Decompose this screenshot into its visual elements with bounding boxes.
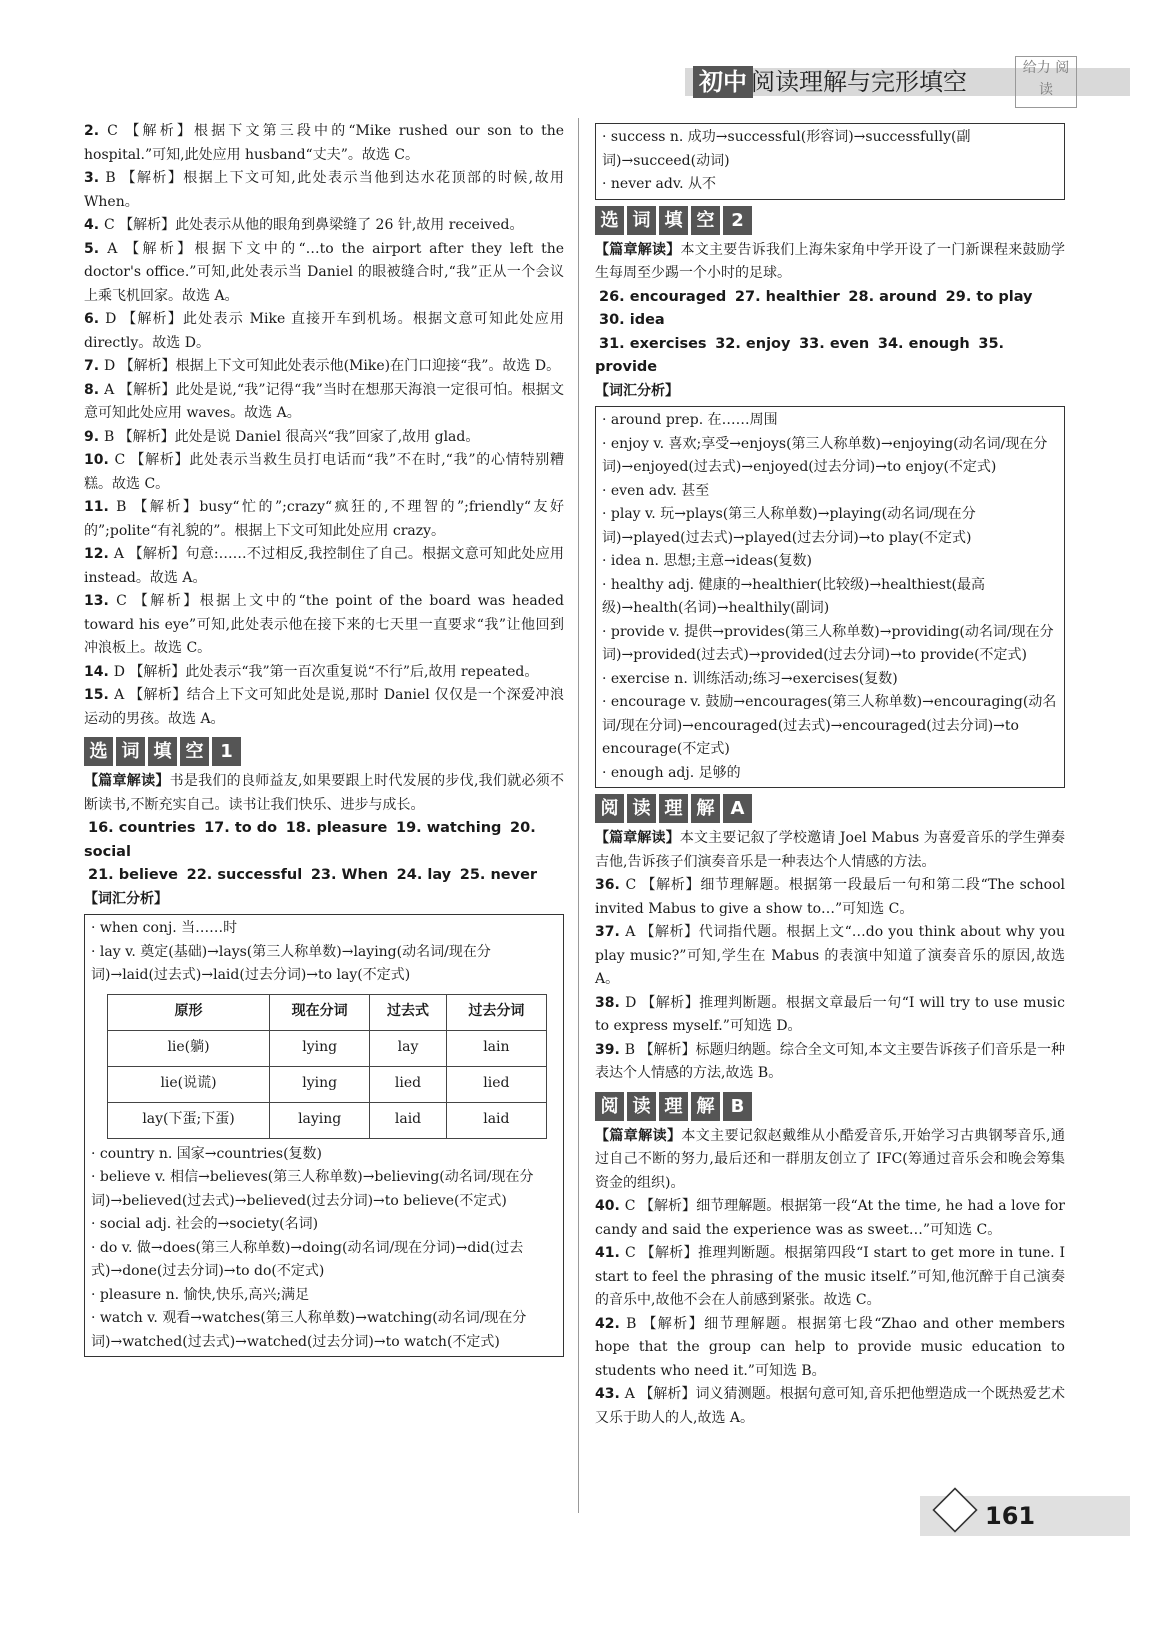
answer-text: D 【解析】推理判断题。根据文章最后一句“I will try to use music to express myself.”可知选 D。: [595, 994, 1065, 1034]
answer-item: [84, 426, 564, 450]
fill-answer: 28. around: [848, 288, 938, 305]
answer-item: [84, 379, 564, 426]
fill-answer: 26. encouraged: [599, 288, 727, 305]
table-header: 现在分词: [270, 994, 370, 1030]
verb-table: [107, 994, 547, 1139]
vocab-entry: · enjoy v. 喜欢;享受→enjoys(第三人称单数)→enjoying(动名词/现在分词)→enjoyed(过去式)→enjoyed(过去分词)→to enjoy(不定式): [602, 435, 1048, 475]
vocab-entry: · success n. 成功→successful(形容词)→successfully(副词)→succeed(动词): [602, 129, 971, 169]
section-char: A: [723, 794, 752, 823]
section-char: 填: [659, 206, 688, 235]
answer-item: [84, 661, 564, 685]
answer-text: C 【解析】推理判断题。根据第四段“I start to get more in tune. I start to feel the phrasing of the music itself.”可知,他沉醉于自己演奏的音乐中,故他不会在人前感到紧张。故选 C。: [595, 1245, 1065, 1308]
answer-item: [595, 992, 1065, 1039]
fill-answer: 31. exercises: [599, 335, 707, 352]
summary-a: [595, 827, 1065, 874]
answer-item: [595, 921, 1065, 992]
vocab-entry: · lay v. 奠定(基础)→lays(第三人称单数)→laying(动名词/现在分词)→laid(过去式)→laid(过去分词)→to lay(不定式): [91, 943, 491, 983]
answer-text: C 【解析】根据上文中的“the point of the board was headed toward his eye”可知,此处表示他在接下来的七天里一直要求“我”让他回到冲浪板上。故选 C。: [84, 593, 564, 656]
vocab-entry: · country n. 国家→countries(复数): [91, 1145, 323, 1162]
fill-answer: 20. social: [84, 820, 536, 860]
fill-answer: 16. countries: [88, 820, 196, 836]
answer-item: [84, 449, 564, 496]
vocab-entry: · healthy adj. 健康的→healthier(比较级)→healthiest(最高级)→health(名词)→healthily(副词): [602, 576, 985, 616]
right-column: [595, 120, 1065, 1430]
fill-answer: 23. When: [310, 867, 389, 883]
answer-number: 2.: [84, 123, 108, 139]
answer-item: [84, 684, 564, 731]
table-cell: laying: [270, 1102, 370, 1138]
column-divider: [578, 118, 579, 1513]
answer-text: B 【解析】此处是说 Daniel 很高兴“我”回家了,故用 glad。: [103, 428, 480, 445]
vocab-entry: · idea n. 思想;主意→ideas(复数): [602, 553, 812, 569]
fill-answer: 27. healthier: [734, 288, 840, 305]
summary-label: 【篇章解读】: [595, 241, 681, 258]
summary-2: [595, 239, 1065, 286]
table-cell: lay(下蛋;下蛋): [108, 1102, 270, 1138]
section-char: 空: [691, 206, 720, 235]
table-cell: lied: [446, 1066, 546, 1102]
fill-answers-2: [595, 286, 1065, 380]
answer-item: [595, 1313, 1065, 1384]
answer-list-1: [84, 120, 564, 731]
answer-item: [595, 1383, 1065, 1430]
vocab-entry: · believe v. 相信→believes(第三人称单数)→believing(动名词/现在分词)→believed(过去式)→believed(过去分词)→to believe(不定式): [91, 1169, 534, 1209]
answer-number: 6.: [84, 311, 106, 327]
summary-1: [84, 770, 564, 817]
brand-logo: 给力 阅读: [1015, 56, 1077, 108]
header-title: 阅读理解与完形填空: [751, 68, 967, 96]
answer-item: [84, 590, 564, 661]
answer-item: [84, 543, 564, 590]
vocab-bottom: [91, 1143, 557, 1355]
fill-answer: 34. enough: [877, 335, 970, 352]
fill-answer: 35. provide: [595, 335, 1005, 375]
answer-item: [595, 1039, 1065, 1086]
vocab-entry: · around prep. 在……周围: [602, 412, 778, 428]
answer-item: [84, 308, 564, 355]
table-cell: lain: [446, 1030, 546, 1066]
vocab-label: 【词汇分析】: [595, 382, 679, 399]
answer-text: C 【解析】此处表示当救生员打电话而“我”不在时,“我”的心情特别糟糕。故选 C。: [84, 452, 564, 492]
table-row: [108, 1030, 547, 1066]
answer-text: B 【解析】根据上下文可知,此处表示当他到达水花顶部的时候,故用 When。: [84, 170, 565, 210]
answer-text: C 【解析】细节理解题。根据第一段“At the time, he had a love for candy and said the experience was as sweet…”可知选 C。: [595, 1198, 1065, 1238]
vocab-entry: · watch v. 观看→watches(第三人称单数)→watching(动名词/现在分词)→watched(过去式)→watched(过去分词)→to watch(不定式): [91, 1310, 527, 1350]
vocab-entry: · enough adj. 足够的: [602, 764, 741, 781]
section-char: 词: [116, 737, 145, 766]
answer-item: [595, 1195, 1065, 1242]
answer-text: A 【解析】结合上下文可知此处是说,那时 Daniel 仅仅是一个深爱冲浪运动的男孩。故选 A。: [84, 687, 564, 727]
fill-answer: 29. to play: [945, 288, 1033, 305]
section-heading-reading-a: [595, 794, 1065, 823]
summary-b: [595, 1125, 1065, 1196]
page-number: 161: [985, 1502, 1036, 1530]
table-cell: lying: [270, 1030, 370, 1066]
table-header: 过去式: [370, 994, 446, 1030]
answer-number: 36.: [595, 877, 626, 893]
answer-number: 3.: [84, 170, 106, 186]
answer-text: B 【解析】busy“忙的”;crazy“疯狂的,不理智的”;friendly“友好的”;polite“有礼貌的”。根据上下文可知此处应用 crazy。: [84, 499, 564, 539]
vocab-entry: · play v. 玩→plays(第三人称单数)→playing(动名词/现在分词)→played(过去式)→played(过去分词)→to play(不定式): [602, 506, 976, 546]
fill-answer: 33. even: [799, 335, 870, 352]
vocab-box-2: [595, 406, 1065, 788]
section-char: 阅: [595, 794, 624, 823]
section-char: 填: [148, 737, 177, 766]
section-char: 理: [659, 1092, 688, 1121]
vocab-entry: · never adv. 从不: [602, 176, 716, 192]
section-char: 选: [84, 737, 113, 766]
section-char: 解: [691, 1092, 720, 1121]
fill-answer: 24. lay: [396, 867, 452, 883]
answer-number: 15.: [84, 687, 115, 703]
answer-item: [595, 1242, 1065, 1313]
table-cell: lie(躺): [108, 1030, 270, 1066]
answer-number: 10.: [84, 452, 115, 468]
answer-text: A 【解析】词义猜测题。根据句意可知,音乐把他塑造成一个既热爱艺术又乐于助人的人,故选 A。: [595, 1386, 1065, 1426]
answer-number: 12.: [84, 546, 114, 562]
fill-answer: 32. enjoy: [715, 335, 791, 352]
answer-number: 39.: [595, 1041, 625, 1058]
section-char: 理: [659, 794, 688, 823]
answer-list-a: [595, 874, 1065, 1086]
vocab-entry: · encourage v. 鼓励→encourages(第三人称单数)→encouraging(动名词/现在分词)→encouraged(过去式)→encouraged(过去分词)→to encourage(不定式): [602, 694, 1057, 757]
answer-text: D 【解析】此处表示“我”第一百次重复说“不行”后,故用 repeated。: [113, 663, 539, 680]
answer-number: 8.: [84, 381, 105, 398]
answer-number: 43.: [595, 1386, 625, 1402]
vocab-entry: · social adj. 社会的→society(名词): [91, 1216, 319, 1232]
answer-text: D 【解析】根据上下文可知此处表示他(Mike)在门口迎接“我”。故选 D。: [103, 358, 561, 374]
summary-text: 本文主要记叙了学校邀请 Joel Mabus 为喜爱音乐的学生弹奏吉他,告诉孩子们演奏音乐是一种表达个人情感的方法。: [595, 830, 1065, 870]
table-cell: laid: [446, 1102, 546, 1138]
answer-item: [84, 355, 564, 379]
section-char: 读: [627, 1092, 656, 1121]
vocab-entry: · even adv. 甚至: [602, 482, 710, 499]
answer-text: C 【解析】根据下文第三段中的“Mike rushed our son to the hospital.”可知,此处应用 husband“丈夫”。故选 C。: [84, 123, 565, 163]
fill-answer: 21. believe: [88, 867, 179, 883]
header-tag: 初中: [693, 66, 753, 98]
fill-answer: 30. idea: [599, 312, 665, 328]
table-cell: lay: [370, 1030, 446, 1066]
table-body: [108, 1030, 547, 1138]
table-cell: laid: [370, 1102, 446, 1138]
answer-number: 5.: [84, 240, 108, 257]
vocab-entry: · provide v. 提供→provides(第三人称单数)→providing(动名词/现在分词)→provided(过去式)→provided(过去分词)→to provide(不定式): [602, 623, 1054, 663]
answer-item: [595, 874, 1065, 921]
summary-label: 【篇章解读】: [595, 1127, 682, 1144]
answer-item: [84, 214, 564, 238]
summary-text: 本文主要记叙赵戴维从小酷爱音乐,开始学习古典钢琴音乐,通过自己不断的努力,最后还和一群朋友创立了 IFC(筹通过音乐会和晚会筹集资金的组织)。: [595, 1127, 1066, 1191]
answer-number: 4.: [84, 217, 104, 233]
answer-item: [84, 496, 564, 543]
section-char: B: [723, 1092, 752, 1121]
answer-text: D 【解析】此处表示 Mike 直接开车到机场。根据文意可知此处应用 directly。故选 D。: [84, 311, 564, 351]
vocab-entry: · when conj. 当……时: [91, 920, 238, 936]
answer-number: 13.: [84, 593, 117, 609]
summary-label: 【篇章解读】: [84, 773, 170, 789]
answer-item: [84, 167, 564, 214]
section-char: 选: [595, 206, 624, 235]
answer-number: 41.: [595, 1245, 626, 1261]
section-char: 2: [723, 206, 752, 235]
vocab-label: 【词汇分析】: [84, 890, 168, 907]
answer-number: 37.: [595, 924, 626, 940]
section-heading-fill-1: [84, 737, 564, 766]
table-row: [108, 1066, 547, 1102]
answer-text: A 【解析】句意:……不过相反,我控制住了自己。根据文意可知此处应用 instead。故选 A。: [84, 546, 564, 586]
table-row: [108, 1102, 547, 1138]
section-char: 1: [212, 737, 241, 766]
vocab-box-continued: [595, 123, 1065, 200]
table-header: 原形: [108, 994, 270, 1030]
answer-text: C 【解析】细节理解题。根据第一段最后一句和第二段“The school invited Mabus to give a show to…”可知选 C。: [595, 877, 1065, 917]
page-header: [685, 56, 1130, 106]
answer-text: A 【解析】根据下文中的“…to the airport after they left the doctor's office.”可知,此处表示当 Daniel 的眼被缝合时,“我”正从一个会议上乘飞机回家。故选 A。: [84, 240, 564, 304]
answer-text: B 【解析】细节理解题。根据第七段“Zhao and other members hope that the group can help to provide music education to students who need it.”可知选 B。: [595, 1315, 1065, 1379]
fill-answers-1: [84, 817, 564, 888]
answer-text: C 【解析】此处表示从他的眼角到鼻梁缝了 26 针,故用 received。: [103, 217, 524, 233]
answer-item: [84, 238, 564, 309]
section-char: 空: [180, 737, 209, 766]
left-column: [84, 120, 564, 1360]
section-char: 解: [691, 794, 720, 823]
vocab-entry: · exercise n. 训练活动;练习→exercises(复数): [602, 670, 898, 687]
answer-number: 38.: [595, 994, 626, 1011]
section-char: 阅: [595, 1092, 624, 1121]
section-heading-reading-b: [595, 1092, 1065, 1121]
summary-text: 本文主要告诉我们上海朱家角中学开设了一门新课程来鼓励学生每周至少踢一个小时的足球。: [595, 241, 1065, 281]
fill-answer: 22. successful: [186, 867, 303, 883]
fill-answer: 18. pleasure: [285, 820, 388, 836]
section-char: 读: [627, 794, 656, 823]
table-header-row: [108, 994, 547, 1030]
fill-answer: 17. to do: [204, 820, 278, 836]
answer-number: 11.: [84, 499, 117, 515]
table-cell: lie(说谎): [108, 1066, 270, 1102]
answer-list-b: [595, 1195, 1065, 1430]
answer-text: A 【解析】代词指代题。根据上文“…do you think about why you play music?”可知,学生在 Mabus 的表演中知道了演奏音乐的原因,故选 A。: [595, 924, 1065, 987]
answer-number: 40.: [595, 1198, 625, 1214]
table-cell: lied: [370, 1066, 446, 1102]
table-cell: lying: [270, 1066, 370, 1102]
answer-number: 7.: [84, 358, 104, 374]
summary-text: 书是我们的良师益友,如果要跟上时代发展的步伐,我们就必须不断读书,不断充实自己。读书让我们快乐、进步与成长。: [84, 773, 564, 813]
answer-number: 42.: [595, 1315, 627, 1332]
vocab-entry: · pleasure n. 愉快,快乐,高兴;满足: [91, 1286, 310, 1303]
answer-text: A 【解析】此处是说,“我”记得“我”当时在想那天海浪一定很可怕。根据文意可知此处应用 waves。故选 A。: [84, 381, 564, 421]
answer-item: [84, 120, 564, 167]
fill-answer: 19. watching: [395, 820, 502, 836]
section-heading-fill-2: [595, 206, 1065, 235]
fill-answer: 25. never: [459, 867, 538, 883]
answer-number: 14.: [84, 663, 114, 680]
vocab-top: [91, 917, 557, 988]
summary-label: 【篇章解读】: [595, 830, 680, 846]
vocab-box-1: [84, 914, 564, 1357]
answer-text: B 【解析】标题归纳题。综合全文可知,本文主要告诉孩子们音乐是一种表达个人情感的方法,故选 B。: [595, 1041, 1065, 1081]
vocab-entry: · do v. 做→does(第三人称单数)→doing(动名词/现在分词)→did(过去式)→done(过去分词)→to do(不定式): [91, 1239, 524, 1279]
table-header: 过去分词: [446, 994, 546, 1030]
answer-number: 9.: [84, 428, 104, 445]
section-char: 词: [627, 206, 656, 235]
